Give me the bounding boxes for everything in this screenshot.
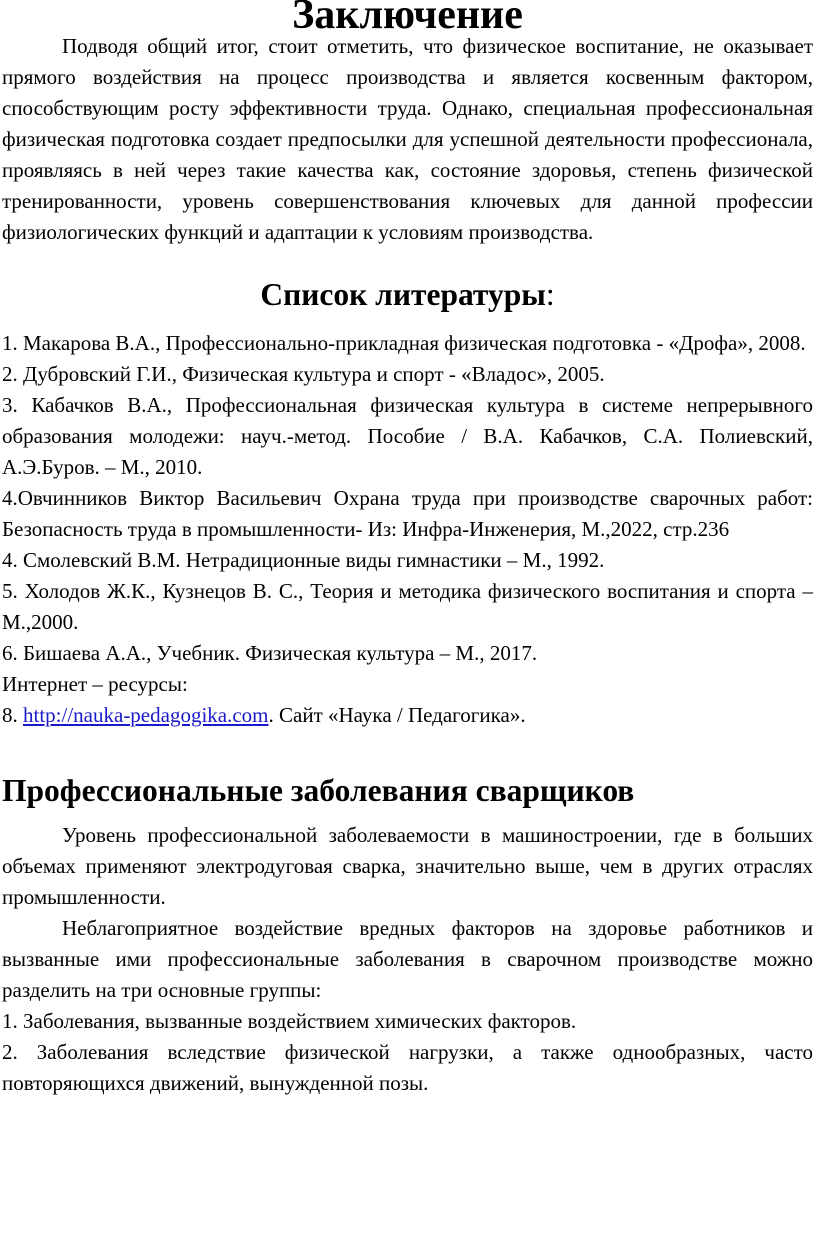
reference-item-7: 6. Бишаева А.А., Учебник. Физическая культура – М., 2017. xyxy=(2,641,538,665)
diseases-title: Профессиональные заболевания сварщиков xyxy=(2,773,635,808)
reference-item-6: 5. Холодов Ж.К., Кузнецов В. С., Теория и методика физического воспитания и спорта – М.,2000. xyxy=(2,579,813,634)
references-title-text: Список литературы xyxy=(260,277,546,312)
nauka-pedagogika-link[interactable]: http://nauka-pedagogika.com xyxy=(23,703,269,727)
reference-item-3: 3. Кабачков В.А., Профессиональная физическая культура в системе непрерывного образования молодежи: науч.-метод. Пособие / В.А. Кабачков, С.А. Полиевский, А.Э.Буров. – М., 2010. xyxy=(2,393,813,479)
conclusion-title: Заключение xyxy=(292,0,523,38)
reference-item-web xyxy=(2,700,813,731)
conclusion-paragraph: Подводя общий итог, стоит отметить, что физическое воспитание, не оказывает прямого воздействия на процесс производства и является косвенным фактором, способствующим росту эффективности труда. Однако, специальная профессиональная физическая подготовка создает предпосылки для успешной деятельности профессионала, проявляясь в ней через такие качества как, состояние здоровья, степень физической тренированности, уровень совершенствования ключевых для данной профессии физиологических функций и адаптации к условиям производства. xyxy=(2,34,813,244)
spacer xyxy=(2,248,813,279)
web-item-description: . Сайт «Наука / Педагогика». xyxy=(268,703,526,727)
document-page xyxy=(2,0,813,1099)
reference-item-4: 4.Овчинников Виктор Васильевич Охрана труда при производстве сварочных работ: Безопасность труда в промышленности- Из: Инфра-Инженерия, М.,2022, стр.236 xyxy=(2,486,813,541)
diseases-paragraph-1: Уровень профессиональной заболеваемости в машиностроении, где в больших объемах применяют электродуговая сварка, значительно выше, чем в других отраслях промышленности. xyxy=(2,823,813,909)
reference-item-2: 2. Дубровский Г.И., Физическая культура и спорт - «Владос», 2005. xyxy=(2,362,605,386)
references-title-colon: : xyxy=(545,277,555,312)
reference-item-1: 1. Макарова В.А., Профессионально-прикладная физическая подготовка - «Дрофа», 2008. xyxy=(2,331,806,355)
spacer xyxy=(2,310,813,328)
disease-group-2: 2. Заболевания вследствие физической нагрузки, а также однообразных, часто повторяющихся движений, вынужденной позы. xyxy=(2,1040,813,1095)
diseases-paragraph-2: Неблагоприятное воздействие вредных факторов на здоровье работников и вызванные ими профессиональные заболевания в сварочном производстве можно разделить на три основные группы: xyxy=(2,916,813,1002)
internet-resources-label: Интернет – ресурсы: xyxy=(2,672,188,696)
spacer xyxy=(2,806,813,820)
disease-group-1: 1. Заболевания, вызванные воздействием химических факторов. xyxy=(2,1009,577,1033)
reference-item-5: 4. Смолевский В.М. Нетрадиционные виды гимнастики – М., 1992. xyxy=(2,548,605,572)
web-item-number: 8. xyxy=(2,703,23,727)
spacer xyxy=(2,731,813,775)
references-title xyxy=(2,279,813,310)
